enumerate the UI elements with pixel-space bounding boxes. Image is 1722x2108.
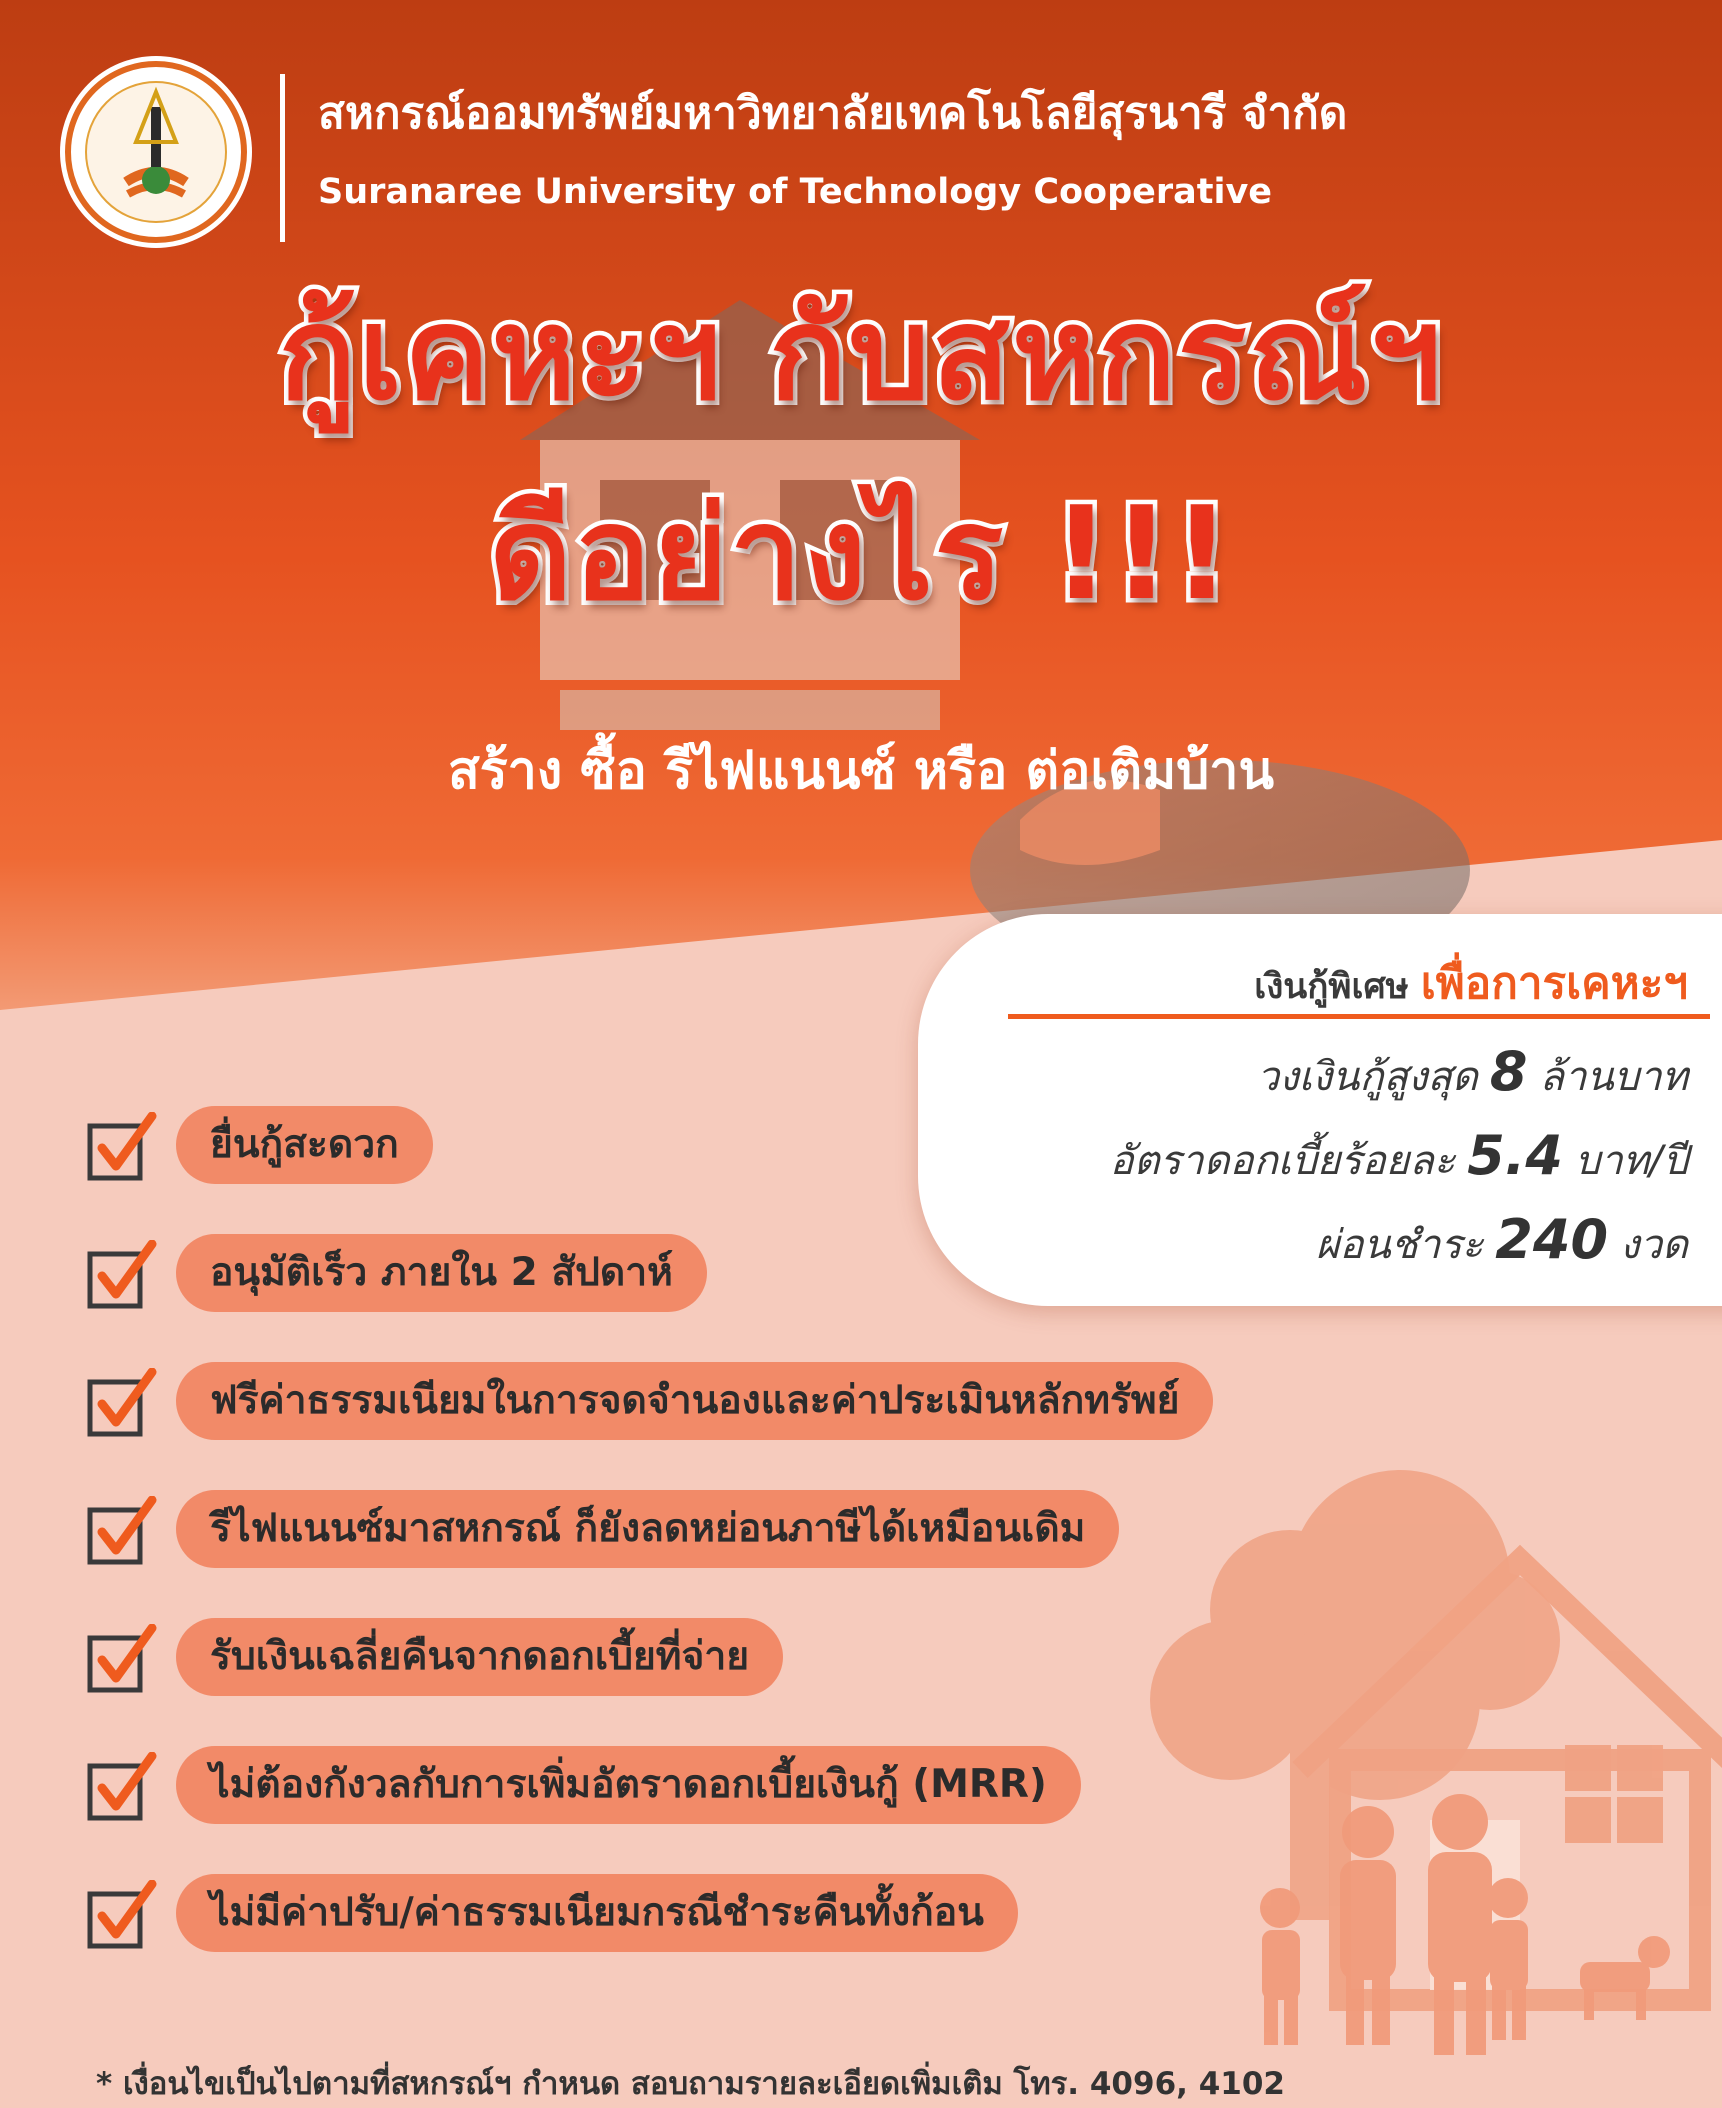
loan-limit-value: 8 xyxy=(1489,1040,1528,1103)
installment-label: ผ่อนชำระ xyxy=(1315,1222,1484,1268)
loan-limit-label: วงเงินกู้สูงสุด xyxy=(1256,1054,1478,1100)
subtitle: สร้าง ซื้อ รีไฟแนนซ์ หรือ ต่อเติมบ้าน xyxy=(447,741,1274,801)
headline-line-2: ดีอย่างไร !!! xyxy=(488,480,1234,629)
feature-label: รับเงินเฉลี่ยคืนจากดอกเบี้ยที่จ่าย xyxy=(176,1618,783,1696)
feature-label: อนุมัติเร็ว ภายใน 2 สัปดาห์ xyxy=(176,1234,707,1312)
org-name-thai: สหกรณ์ออมทรัพย์มหาวิทยาลัยเทคโนโลยีสุรนารี จำกัด xyxy=(318,88,1348,139)
header-divider xyxy=(280,74,285,242)
interest-rate-unit: บาท/ปี xyxy=(1574,1138,1688,1184)
card-title-label: เงินกู้พิเศษ xyxy=(1254,967,1409,1007)
feature-label: ไม่มีค่าปรับ/ค่าธรรมเนียมกรณีชำระคืนทั้งก้อน xyxy=(176,1874,1018,1952)
checkbox-check-icon xyxy=(86,1368,160,1438)
checkbox-check-icon xyxy=(86,1112,160,1182)
feature-label: รีไฟแนนซ์มาสหกรณ์ ก็ยังลดหย่อนภาษีได้เหมือนเดิม xyxy=(176,1490,1119,1568)
checkbox-check-icon xyxy=(86,1240,160,1310)
installment-row xyxy=(1316,1208,1688,1276)
cooperative-logo xyxy=(56,52,256,252)
checkbox-check-icon xyxy=(86,1496,160,1566)
interest-rate-row xyxy=(1110,1124,1688,1192)
interest-rate-value: 5.4 xyxy=(1467,1124,1563,1187)
footer-note: * เงื่อนไขเป็นไปตามที่สหกรณ์ฯ กำหนด สอบถามรายละเอียดเพิ่มเติม โทร. 4096, 4102 xyxy=(96,2066,1285,2102)
card-title xyxy=(1254,948,1688,1018)
org-name-english: Suranaree University of Technology Cooperative xyxy=(318,172,1273,212)
checkbox-check-icon xyxy=(86,1752,160,1822)
card-title-highlight: เพื่อการเคหะฯ xyxy=(1420,958,1688,1009)
checkbox-check-icon xyxy=(86,1880,160,1950)
headline-line-1: กู้เคหะฯ กับสหกรณ์ฯ xyxy=(278,280,1444,429)
loan-info-card xyxy=(918,914,1722,1306)
interest-rate-label: อัตราดอกเบี้ยร้อยละ xyxy=(1109,1138,1456,1184)
feature-label: ฟรีค่าธรรมเนียมในการจดจำนองและค่าประเมินหลักทรัพย์ xyxy=(176,1362,1213,1440)
header xyxy=(318,78,1347,212)
feature-label: ยื่นกู้สะดวก xyxy=(176,1106,433,1184)
card-divider xyxy=(1008,1014,1710,1019)
loan-limit-row xyxy=(1257,1040,1688,1108)
loan-limit-unit: ล้านบาท xyxy=(1539,1054,1688,1100)
feature-label: ไม่ต้องกังวลกับการเพิ่มอัตราดอกเบี้ยเงินกู้ (MRR) xyxy=(176,1746,1081,1824)
installment-unit: งวด xyxy=(1620,1222,1688,1268)
installment-value: 240 xyxy=(1495,1208,1609,1271)
checkbox-check-icon xyxy=(86,1624,160,1694)
